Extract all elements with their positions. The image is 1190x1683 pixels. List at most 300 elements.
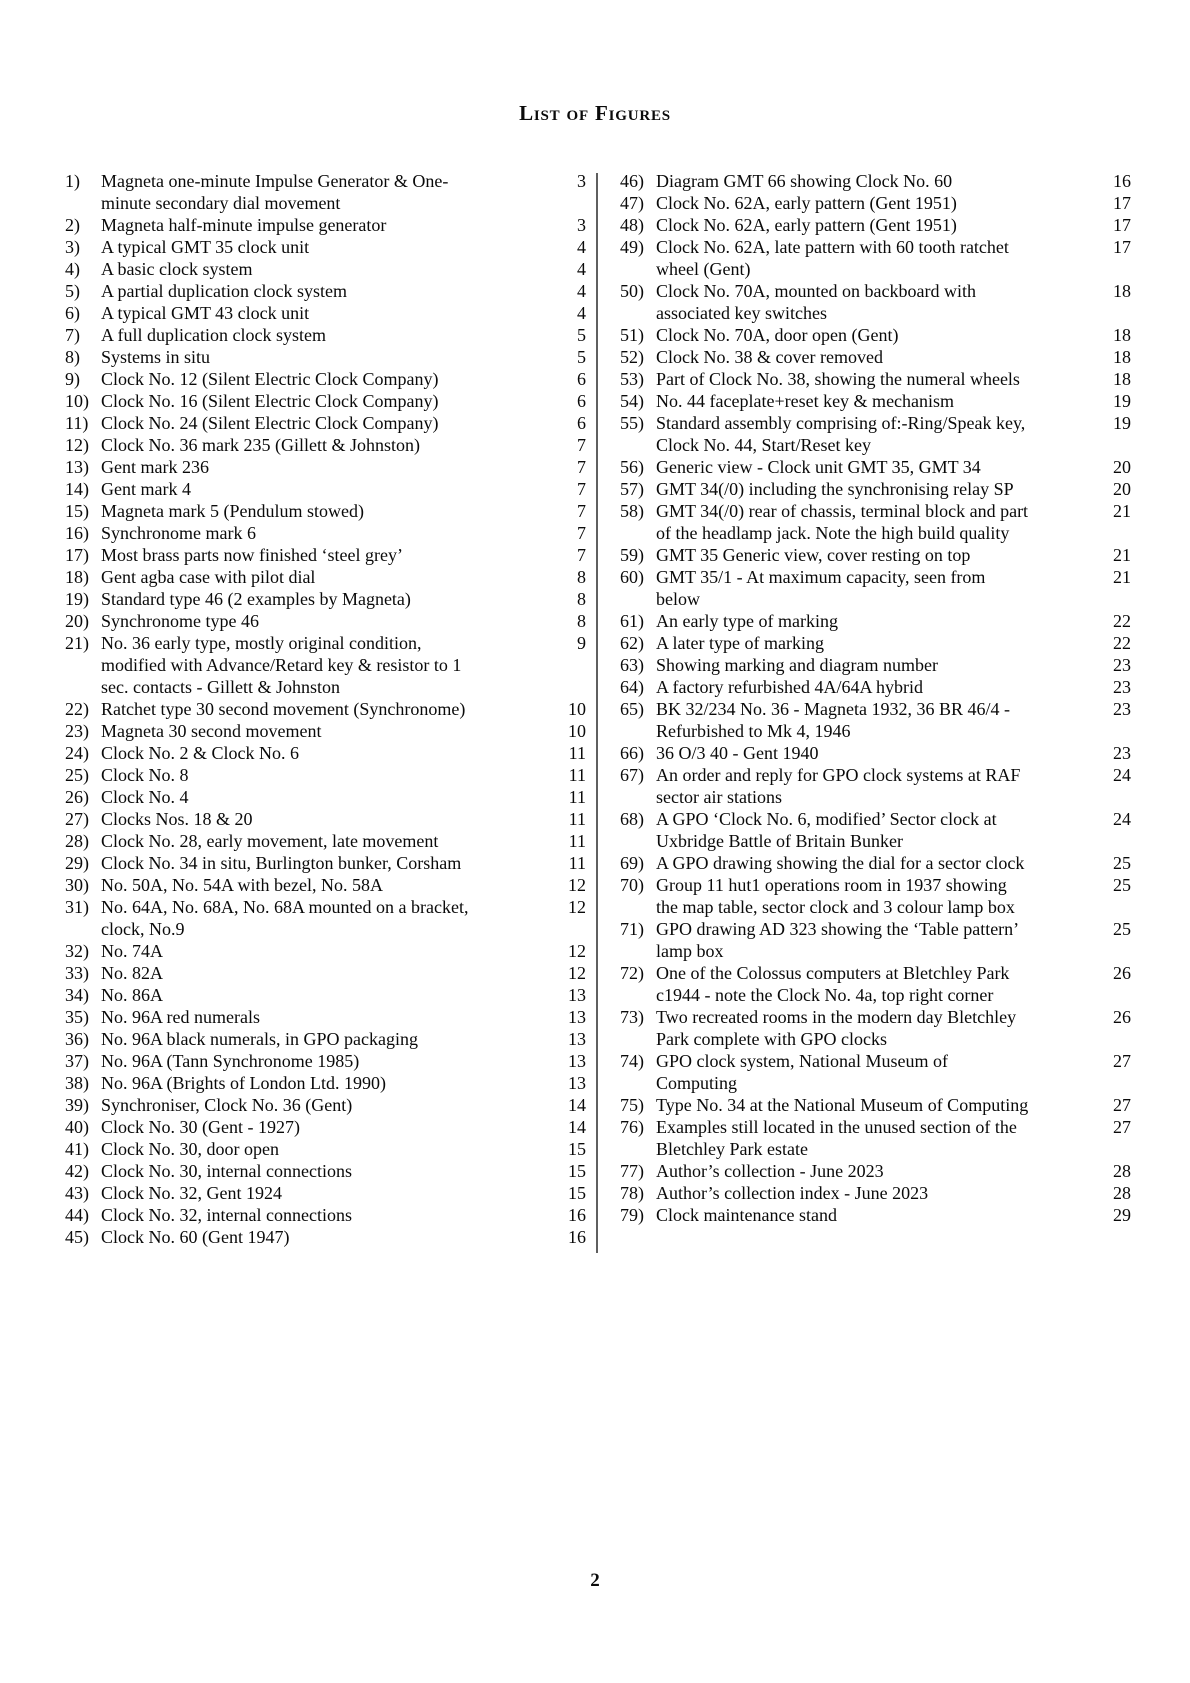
figure-page-number: 27 [1113, 1117, 1131, 1137]
figure-caption-line: One of the Colossus computers at Bletchley Park [656, 963, 1010, 983]
figure-number: 27) [65, 809, 89, 829]
figure-entry [620, 1204, 1131, 1226]
figure-page-number: 13 [568, 1073, 586, 1093]
figure-caption-line: Bletchley Park estate [656, 1139, 808, 1159]
figure-caption-line: Clock No. 8 [101, 765, 189, 785]
figure-caption-line: Standard assembly comprising of:-Ring/Speak key, [656, 413, 1026, 433]
figure-caption-line: Part of Clock No. 38, showing the numeral wheels [656, 369, 1020, 389]
figure-caption [656, 214, 1087, 236]
figure-entry [65, 698, 586, 720]
figure-page-number: 28 [1113, 1161, 1131, 1181]
figure-number: 15) [65, 501, 89, 521]
figure-number: 5) [65, 281, 80, 301]
figure-caption-line: Clock No. 4 [101, 787, 189, 807]
figure-number: 63) [620, 655, 644, 675]
figure-page-number: 21 [1113, 501, 1131, 521]
figure-caption [101, 302, 542, 324]
figure-caption-line: No. 96A (Brights of London Ltd. 1990) [101, 1073, 386, 1093]
figure-page-number: 17 [1113, 215, 1131, 235]
figure-caption [656, 676, 1087, 698]
figure-caption-line: Showing marking and diagram number [656, 655, 938, 675]
figure-entry [65, 984, 586, 1006]
figure-page-number: 4 [577, 259, 586, 279]
figure-caption [101, 368, 542, 390]
figure-caption [101, 1182, 542, 1204]
figure-entry [620, 214, 1131, 236]
figure-entry [65, 940, 586, 962]
figure-caption-line: Uxbridge Battle of Britain Bunker [656, 831, 903, 851]
figure-page-number: 11 [568, 765, 586, 785]
figure-number: 38) [65, 1073, 89, 1093]
figure-caption [656, 852, 1087, 874]
figure-entry [65, 610, 586, 632]
figure-number: 23) [65, 721, 89, 741]
figure-caption-line: Clock No. 30, internal connections [101, 1161, 352, 1181]
figure-page-number: 16 [568, 1227, 586, 1247]
figure-caption [101, 280, 542, 302]
figure-page-number: 15 [568, 1183, 586, 1203]
figure-caption [101, 1050, 542, 1072]
figure-entry [65, 434, 586, 456]
figure-caption-line: A full duplication clock system [101, 325, 326, 345]
figure-caption [101, 830, 542, 852]
figure-entry [65, 258, 586, 280]
figure-number: 66) [620, 743, 644, 763]
figure-number: 31) [65, 897, 89, 917]
figure-page-number: 11 [568, 853, 586, 873]
figure-entry [620, 478, 1131, 500]
figure-number: 17) [65, 545, 89, 565]
figure-caption [101, 1006, 542, 1028]
figure-number: 69) [620, 853, 644, 873]
figure-caption [101, 1160, 542, 1182]
figure-number: 11) [65, 413, 89, 433]
figure-caption-line: Park complete with GPO clocks [656, 1029, 887, 1049]
figure-caption-line: No. 86A [101, 985, 163, 1005]
figure-number: 26) [65, 787, 89, 807]
figure-number: 56) [620, 457, 644, 477]
figure-caption-line: Clock No. 38 & cover removed [656, 347, 883, 367]
figure-number: 65) [620, 699, 644, 719]
figure-caption [101, 1028, 542, 1050]
figure-caption-line: An early type of marking [656, 611, 838, 631]
figure-page-number: 17 [1113, 237, 1131, 257]
figure-number: 36) [65, 1029, 89, 1049]
figure-caption [656, 698, 1087, 742]
figure-caption [656, 1160, 1087, 1182]
figure-entry [65, 764, 586, 786]
figure-caption-line: Clock No. 32, Gent 1924 [101, 1183, 282, 1203]
figure-page-number: 7 [577, 457, 586, 477]
figure-caption-line: 36 O/3 40 - Gent 1940 [656, 743, 819, 763]
figure-entry [620, 456, 1131, 478]
figure-caption-line: No. 44 faceplate+reset key & mechanism [656, 391, 955, 411]
figure-caption [656, 192, 1087, 214]
figure-entry [620, 500, 1131, 544]
figure-entry [65, 632, 586, 698]
figure-entry [65, 500, 586, 522]
figure-page-number: 12 [568, 941, 586, 961]
figure-entry [65, 588, 586, 610]
figure-page-number: 13 [568, 1029, 586, 1049]
figure-caption-line: Gent mark 236 [101, 457, 209, 477]
figure-page-number: 17 [1113, 193, 1131, 213]
figure-caption-line: Group 11 hut1 operations room in 1937 showing [656, 875, 1007, 895]
figure-caption-line: No. 82A [101, 963, 163, 983]
figure-caption-line: Clock No. 24 (Silent Electric Clock Company) [101, 413, 439, 433]
figure-page-number: 10 [568, 721, 586, 741]
figure-caption [101, 390, 542, 412]
figure-number: 49) [620, 237, 644, 257]
figure-caption [101, 522, 542, 544]
figure-caption-line: the map table, sector clock and 3 colour lamp box [656, 897, 1015, 917]
figure-caption [656, 170, 1087, 192]
figure-page-number: 22 [1113, 633, 1131, 653]
figure-caption [656, 566, 1087, 610]
figure-caption [656, 346, 1087, 368]
figure-caption-line: GMT 35/1 - At maximum capacity, seen from [656, 567, 986, 587]
figure-number: 50) [620, 281, 644, 301]
figure-number: 78) [620, 1183, 644, 1203]
figure-caption-line: GMT 34(/0) including the synchronising relay SP [656, 479, 1014, 499]
figure-page-number: 13 [568, 1007, 586, 1027]
figure-page-number: 11 [568, 831, 586, 851]
figure-entry [65, 544, 586, 566]
figure-page-number: 18 [1113, 369, 1131, 389]
figure-entry [65, 456, 586, 478]
figure-caption [656, 390, 1087, 412]
figure-number: 77) [620, 1161, 644, 1181]
figure-entry [620, 390, 1131, 412]
figure-page-number: 12 [568, 897, 586, 917]
figure-page-number: 13 [568, 1051, 586, 1071]
figure-entry [620, 764, 1131, 808]
figure-number: 67) [620, 765, 644, 785]
figure-entry [65, 852, 586, 874]
figure-caption-line: No. 96A red numerals [101, 1007, 260, 1027]
figure-number: 1) [65, 171, 80, 191]
figure-caption [101, 698, 542, 720]
figure-number: 75) [620, 1095, 644, 1115]
figure-page-number: 7 [577, 523, 586, 543]
figure-entry [620, 808, 1131, 852]
figure-caption [101, 786, 542, 808]
figure-caption [656, 456, 1087, 478]
figure-number: 51) [620, 325, 644, 345]
figure-page-number: 4 [577, 281, 586, 301]
figure-page-number: 23 [1113, 743, 1131, 763]
figure-entry [65, 1204, 586, 1226]
figure-caption-line: Clock No. 44, Start/Reset key [656, 435, 871, 455]
figure-number: 70) [620, 875, 644, 895]
figure-number: 24) [65, 743, 89, 763]
figure-caption-line: Gent mark 4 [101, 479, 191, 499]
figure-caption-line: BK 32/234 No. 36 - Magneta 1932, 36 BR 46/4 - [656, 699, 1010, 719]
figure-caption-line: Gent agba case with pilot dial [101, 567, 316, 587]
figure-caption-line: Examples still located in the unused section of the [656, 1117, 1017, 1137]
figure-page-number: 29 [1113, 1205, 1131, 1225]
figure-caption [101, 588, 542, 610]
figure-caption-line: Synchronome type 46 [101, 611, 259, 631]
figure-page-number: 27 [1113, 1051, 1131, 1071]
figure-caption-line: Clock No. 32, internal connections [101, 1205, 352, 1225]
figure-number: 45) [65, 1227, 89, 1247]
figure-page-number: 6 [577, 391, 586, 411]
figure-caption-line: No. 96A (Tann Synchronome 1985) [101, 1051, 360, 1071]
page-title: List of Figures [519, 101, 671, 125]
figure-entry [65, 324, 586, 346]
figure-entry [65, 720, 586, 742]
figure-entry [620, 280, 1131, 324]
figure-caption-line: A partial duplication clock system [101, 281, 347, 301]
figure-page-number: 3 [577, 171, 586, 191]
figure-caption [101, 170, 542, 214]
figure-page-number: 14 [568, 1095, 586, 1115]
figure-page-number: 16 [568, 1205, 586, 1225]
figure-number: 7) [65, 325, 80, 345]
figure-page-number: 19 [1113, 413, 1131, 433]
figure-entry [620, 1182, 1131, 1204]
figure-entry [65, 896, 586, 940]
figures-list-right [620, 170, 1131, 1226]
figure-page-number: 5 [577, 347, 586, 367]
figure-caption-line: Clock No. 30 (Gent - 1927) [101, 1117, 300, 1137]
figure-caption-line: Clock No. 2 & Clock No. 6 [101, 743, 299, 763]
figure-number: 14) [65, 479, 89, 499]
figure-caption-line: No. 96A black numerals, in GPO packaging [101, 1029, 418, 1049]
figure-entry [620, 236, 1131, 280]
figure-caption-line: GPO clock system, National Museum of [656, 1051, 948, 1071]
figure-page-number: 26 [1113, 1007, 1131, 1027]
figure-number: 37) [65, 1051, 89, 1071]
figure-caption-line: Systems in situ [101, 347, 211, 367]
figure-number: 74) [620, 1051, 644, 1071]
figure-caption [656, 368, 1087, 390]
figure-caption-line: Most brass parts now finished ‘steel grey’ [101, 545, 403, 565]
figure-number: 73) [620, 1007, 644, 1027]
figure-page-number: 25 [1113, 853, 1131, 873]
figure-caption-line: wheel (Gent) [656, 259, 751, 279]
figure-entry [620, 742, 1131, 764]
figure-caption [656, 478, 1087, 500]
figure-caption [101, 236, 542, 258]
figure-number: 9) [65, 369, 80, 389]
figure-number: 21) [65, 633, 89, 653]
figure-number: 40) [65, 1117, 89, 1137]
figure-page-number: 23 [1113, 677, 1131, 697]
column-divider [596, 173, 598, 1253]
figure-caption [656, 1094, 1087, 1116]
figure-number: 58) [620, 501, 644, 521]
figure-caption-line: Magneta mark 5 (Pendulum stowed) [101, 501, 364, 521]
figure-entry [65, 214, 586, 236]
figure-number: 71) [620, 919, 644, 939]
figure-caption [101, 500, 542, 522]
figure-caption-line: sector air stations [656, 787, 782, 807]
figure-entry [65, 742, 586, 764]
figure-number: 32) [65, 941, 89, 961]
figure-number: 47) [620, 193, 644, 213]
figure-caption-line: Clock No. 70A, mounted on backboard with [656, 281, 976, 301]
figure-caption-line: Author’s collection - June 2023 [656, 1161, 884, 1181]
figure-page-number: 11 [568, 809, 586, 829]
figure-number: 28) [65, 831, 89, 851]
figure-caption-line: A typical GMT 35 clock unit [101, 237, 310, 257]
figure-page-number: 8 [577, 589, 586, 609]
figure-number: 46) [620, 171, 644, 191]
figure-caption [101, 1138, 542, 1160]
figure-number: 57) [620, 479, 644, 499]
figure-number: 61) [620, 611, 644, 631]
figure-page-number: 15 [568, 1139, 586, 1159]
figure-number: 19) [65, 589, 89, 609]
figure-caption-line: below [656, 589, 700, 609]
figure-page-number: 28 [1113, 1183, 1131, 1203]
figure-caption-line: Magneta one-minute Impulse Generator & One- [101, 171, 449, 191]
figure-number: 39) [65, 1095, 89, 1115]
figure-caption [656, 500, 1087, 544]
figure-entry [620, 852, 1131, 874]
figure-entry [65, 1094, 586, 1116]
figure-number: 62) [620, 633, 644, 653]
figure-entry [620, 874, 1131, 918]
figure-caption [101, 852, 542, 874]
figure-entry [65, 874, 586, 896]
figure-caption [101, 1094, 542, 1116]
figure-entry [620, 962, 1131, 1006]
figure-number: 53) [620, 369, 644, 389]
figure-caption-line: Magneta half-minute impulse generator [101, 215, 387, 235]
figure-caption-line: GMT 35 Generic view, cover resting on top [656, 545, 971, 565]
figure-entry [620, 1006, 1131, 1050]
figure-number: 55) [620, 413, 644, 433]
figure-caption [101, 566, 542, 588]
figure-caption [656, 544, 1087, 566]
figure-caption [656, 1006, 1087, 1050]
figure-caption [656, 632, 1087, 654]
figure-page-number: 26 [1113, 963, 1131, 983]
figure-caption-line: Clock No. 36 mark 235 (Gillett & Johnston) [101, 435, 420, 455]
figure-caption-line: Clock No. 30, door open [101, 1139, 279, 1159]
figure-caption [101, 940, 542, 962]
figure-entry [65, 830, 586, 852]
figure-caption [101, 1204, 542, 1226]
figure-caption-line: Clock No. 62A, early pattern (Gent 1951) [656, 193, 957, 213]
figure-caption [656, 808, 1087, 852]
figure-entry [620, 610, 1131, 632]
figure-entry [65, 1072, 586, 1094]
figure-entry [65, 346, 586, 368]
figure-entry [65, 1116, 586, 1138]
figure-entry [620, 1116, 1131, 1160]
figure-caption-line: Synchronome mark 6 [101, 523, 256, 543]
figure-page-number: 18 [1113, 281, 1131, 301]
figure-caption-line: Clock No. 70A, door open (Gent) [656, 325, 899, 345]
figure-caption-line: Synchroniser, Clock No. 36 (Gent) [101, 1095, 353, 1115]
figure-page-number: 20 [1113, 457, 1131, 477]
figure-entry [620, 412, 1131, 456]
figure-page-number: 24 [1113, 765, 1131, 785]
figure-caption [656, 324, 1087, 346]
figure-caption-line: Clock No. 62A, early pattern (Gent 1951) [656, 215, 957, 235]
figure-caption-line: Type No. 34 at the National Museum of Computing [656, 1095, 1029, 1115]
figure-page-number: 15 [568, 1161, 586, 1181]
figure-page-number: 12 [568, 875, 586, 895]
figure-caption [101, 720, 542, 742]
figure-page-number: 6 [577, 413, 586, 433]
figure-page-number: 24 [1113, 809, 1131, 829]
figure-entry [65, 302, 586, 324]
figure-number: 8) [65, 347, 80, 367]
figure-caption [656, 1050, 1087, 1094]
figure-caption-line: No. 64A, No. 68A, No. 68A mounted on a bracket, [101, 897, 469, 917]
figure-caption-line: modified with Advance/Retard key & resistor to 1 [101, 655, 462, 675]
figure-entry [620, 192, 1131, 214]
figure-number: 68) [620, 809, 644, 829]
figure-page-number: 7 [577, 435, 586, 455]
figure-caption-line: Computing [656, 1073, 738, 1093]
figure-entry [620, 676, 1131, 698]
figure-caption-line: A later type of marking [656, 633, 824, 653]
figure-caption-line: minute secondary dial movement [101, 193, 341, 213]
figure-caption-line: A GPO drawing showing the dial for a sector clock [656, 853, 1025, 873]
figure-page-number: 11 [568, 787, 586, 807]
figure-number: 34) [65, 985, 89, 1005]
figure-page-number: 9 [577, 633, 586, 653]
figure-caption-line: Clock No. 12 (Silent Electric Clock Company) [101, 369, 439, 389]
figure-caption [656, 742, 1087, 764]
figure-entry [65, 280, 586, 302]
figure-caption [101, 456, 542, 478]
figure-number: 18) [65, 567, 89, 587]
figure-caption [656, 764, 1087, 808]
figure-number: 60) [620, 567, 644, 587]
figure-entry [65, 1050, 586, 1072]
figure-caption-line: A basic clock system [101, 259, 253, 279]
figure-caption [101, 632, 542, 698]
figure-entry [620, 654, 1131, 676]
figure-caption-line: No. 50A, No. 54A with bezel, No. 58A [101, 875, 383, 895]
figure-entry [620, 1094, 1131, 1116]
figure-caption-line: GMT 34(/0) rear of chassis, terminal block and part [656, 501, 1029, 521]
figure-page-number: 5 [577, 325, 586, 345]
figure-number: 3) [65, 237, 80, 257]
figure-caption [101, 874, 542, 896]
figure-caption-line: clock, No.9 [101, 919, 185, 939]
figure-caption [656, 280, 1087, 324]
figure-entry [620, 544, 1131, 566]
figure-page-number: 20 [1113, 479, 1131, 499]
figure-caption [101, 412, 542, 434]
figure-entry [620, 1160, 1131, 1182]
figure-number: 2) [65, 215, 80, 235]
figure-caption-line: A GPO ‘Clock No. 6, modified’ Sector clock at [656, 809, 997, 829]
figure-entry [620, 1050, 1131, 1094]
figure-caption [101, 1116, 542, 1138]
figure-page-number: 7 [577, 501, 586, 521]
figure-caption-line: No. 36 early type, mostly original condition, [101, 633, 422, 653]
figure-number: 30) [65, 875, 89, 895]
figure-page-number: 10 [568, 699, 586, 719]
figure-caption-line: associated key switches [656, 303, 827, 323]
figure-page-number: 11 [568, 743, 586, 763]
figure-number: 54) [620, 391, 644, 411]
figure-caption-line: Magneta 30 second movement [101, 721, 322, 741]
figure-caption [101, 808, 542, 830]
figure-page-number: 22 [1113, 611, 1131, 631]
figure-caption [101, 962, 542, 984]
figure-entry [620, 632, 1131, 654]
